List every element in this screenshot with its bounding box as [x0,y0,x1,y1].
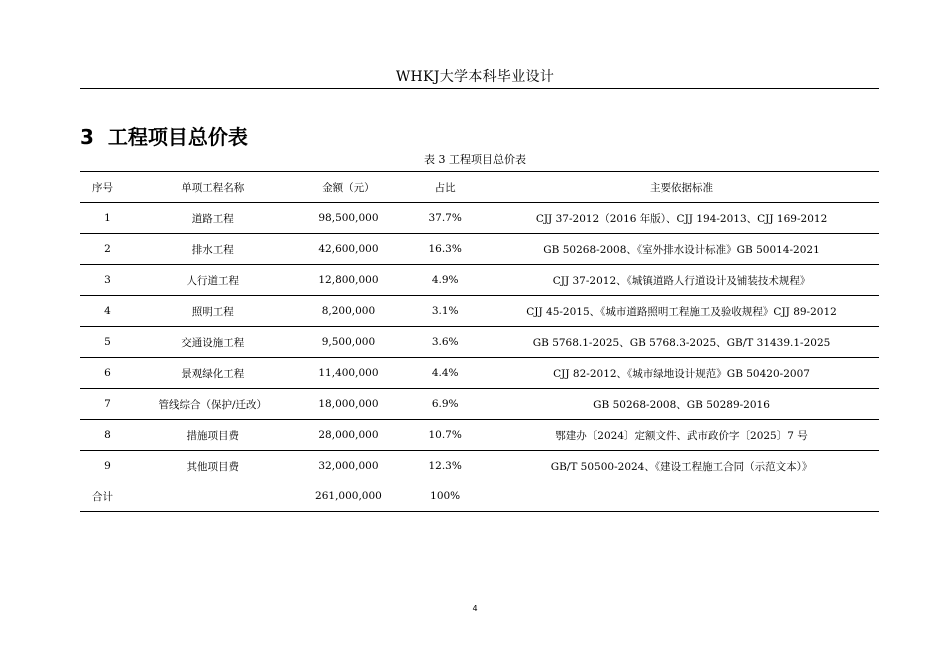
amount: 12,800,000 [291,265,407,296]
item-name: 人行道工程 [135,265,291,296]
standard: CJJ 82-2012、《城市绿地设计规范》GB 50420-2007 [484,358,879,389]
amount: 32,000,000 [318,460,379,472]
item-name: 道路工程 [135,203,291,234]
item-name: 景观绿化工程 [135,358,291,389]
total-standard [484,481,879,512]
amount: 9,500,000 [291,327,407,358]
table-row [80,203,879,234]
section-title: 工程项目总价表 [107,125,248,149]
row-number: 5 [80,327,135,358]
total-ratio: 100% [430,490,461,502]
ratio: 4.9% [406,265,484,296]
table-row [80,389,879,420]
item-name: 管线综合（保护/迁改） [135,389,291,420]
ratio: 6.9% [406,389,484,420]
column-header: 序号 [80,172,135,203]
total-amount: 261,000,000 [315,490,382,502]
amount: 18,000,000 [291,389,407,420]
page-number: 4 [472,604,478,613]
standard: GB 50268-2008、《室外排水设计标准》GB 50014-2021 [484,234,879,265]
header-divider [80,88,879,89]
total-name-cell [135,481,291,512]
row-number: 1 [80,203,135,234]
standard: GB/T 50500-2024、《建设工程施工合同（示范文本）》 [550,460,813,473]
standard: GB 5768.1-2025、GB 5768.3-2025、GB/T 31439.1-2025 [484,327,879,358]
section-number: 3 [80,125,94,149]
amount: 42,600,000 [291,234,407,265]
total-label: 合计 [92,490,113,503]
column-header: 占比 [406,172,484,203]
standard: CJJ 37-2012（2016 年版）、CJJ 194-2013、CJJ 169-2012 [484,203,879,234]
table-row [80,327,879,358]
table-body [80,203,879,482]
ratio: 16.3% [406,234,484,265]
table-row [80,451,879,482]
item-name: 交通设施工程 [135,327,291,358]
column-header: 单项工程名称 [135,172,291,203]
table-row [80,265,879,296]
table-row [80,234,879,265]
standard: 鄂建办〔2024〕定额文件、武市政价字〔2025〕7 号 [484,420,879,451]
amount: 11,400,000 [291,358,407,389]
amount: 28,000,000 [291,420,407,451]
page-header: WHKJ大学本科毕业设计 [395,69,555,85]
row-number: 3 [80,265,135,296]
table-row [80,296,879,327]
standard: CJJ 37-2012、《城镇道路人行道设计及铺装技术规程》 [484,265,879,296]
price-summary-table [80,171,879,512]
table-header-row [80,172,879,203]
ratio: 4.4% [406,358,484,389]
row-number: 7 [80,389,135,420]
ratio: 10.7% [406,420,484,451]
column-header: 金额（元） [291,172,407,203]
item-name: 其他项目费 [186,460,240,473]
row-number: 6 [80,358,135,389]
ratio: 3.6% [406,327,484,358]
table-row [80,358,879,389]
row-number: 8 [80,420,135,451]
standard: GB 50268-2008、GB 50289-2016 [484,389,879,420]
item-name: 措施项目费 [135,420,291,451]
ratio: 3.1% [406,296,484,327]
ratio: 37.7% [406,203,484,234]
table-caption: 表 3 工程项目总价表 [424,153,526,166]
table-row [80,420,879,451]
item-name: 照明工程 [135,296,291,327]
row-number: 4 [80,296,135,327]
row-number: 2 [80,234,135,265]
column-header: 主要依据标准 [484,172,879,203]
total-row [80,481,879,512]
ratio: 12.3% [428,460,462,472]
amount: 98,500,000 [291,203,407,234]
amount: 8,200,000 [291,296,407,327]
section-heading [80,121,248,150]
standard: CJJ 45-2015、《城市道路照明工程施工及验收规程》CJJ 89-2012 [484,296,879,327]
item-name: 排水工程 [135,234,291,265]
row-number: 9 [104,460,111,472]
